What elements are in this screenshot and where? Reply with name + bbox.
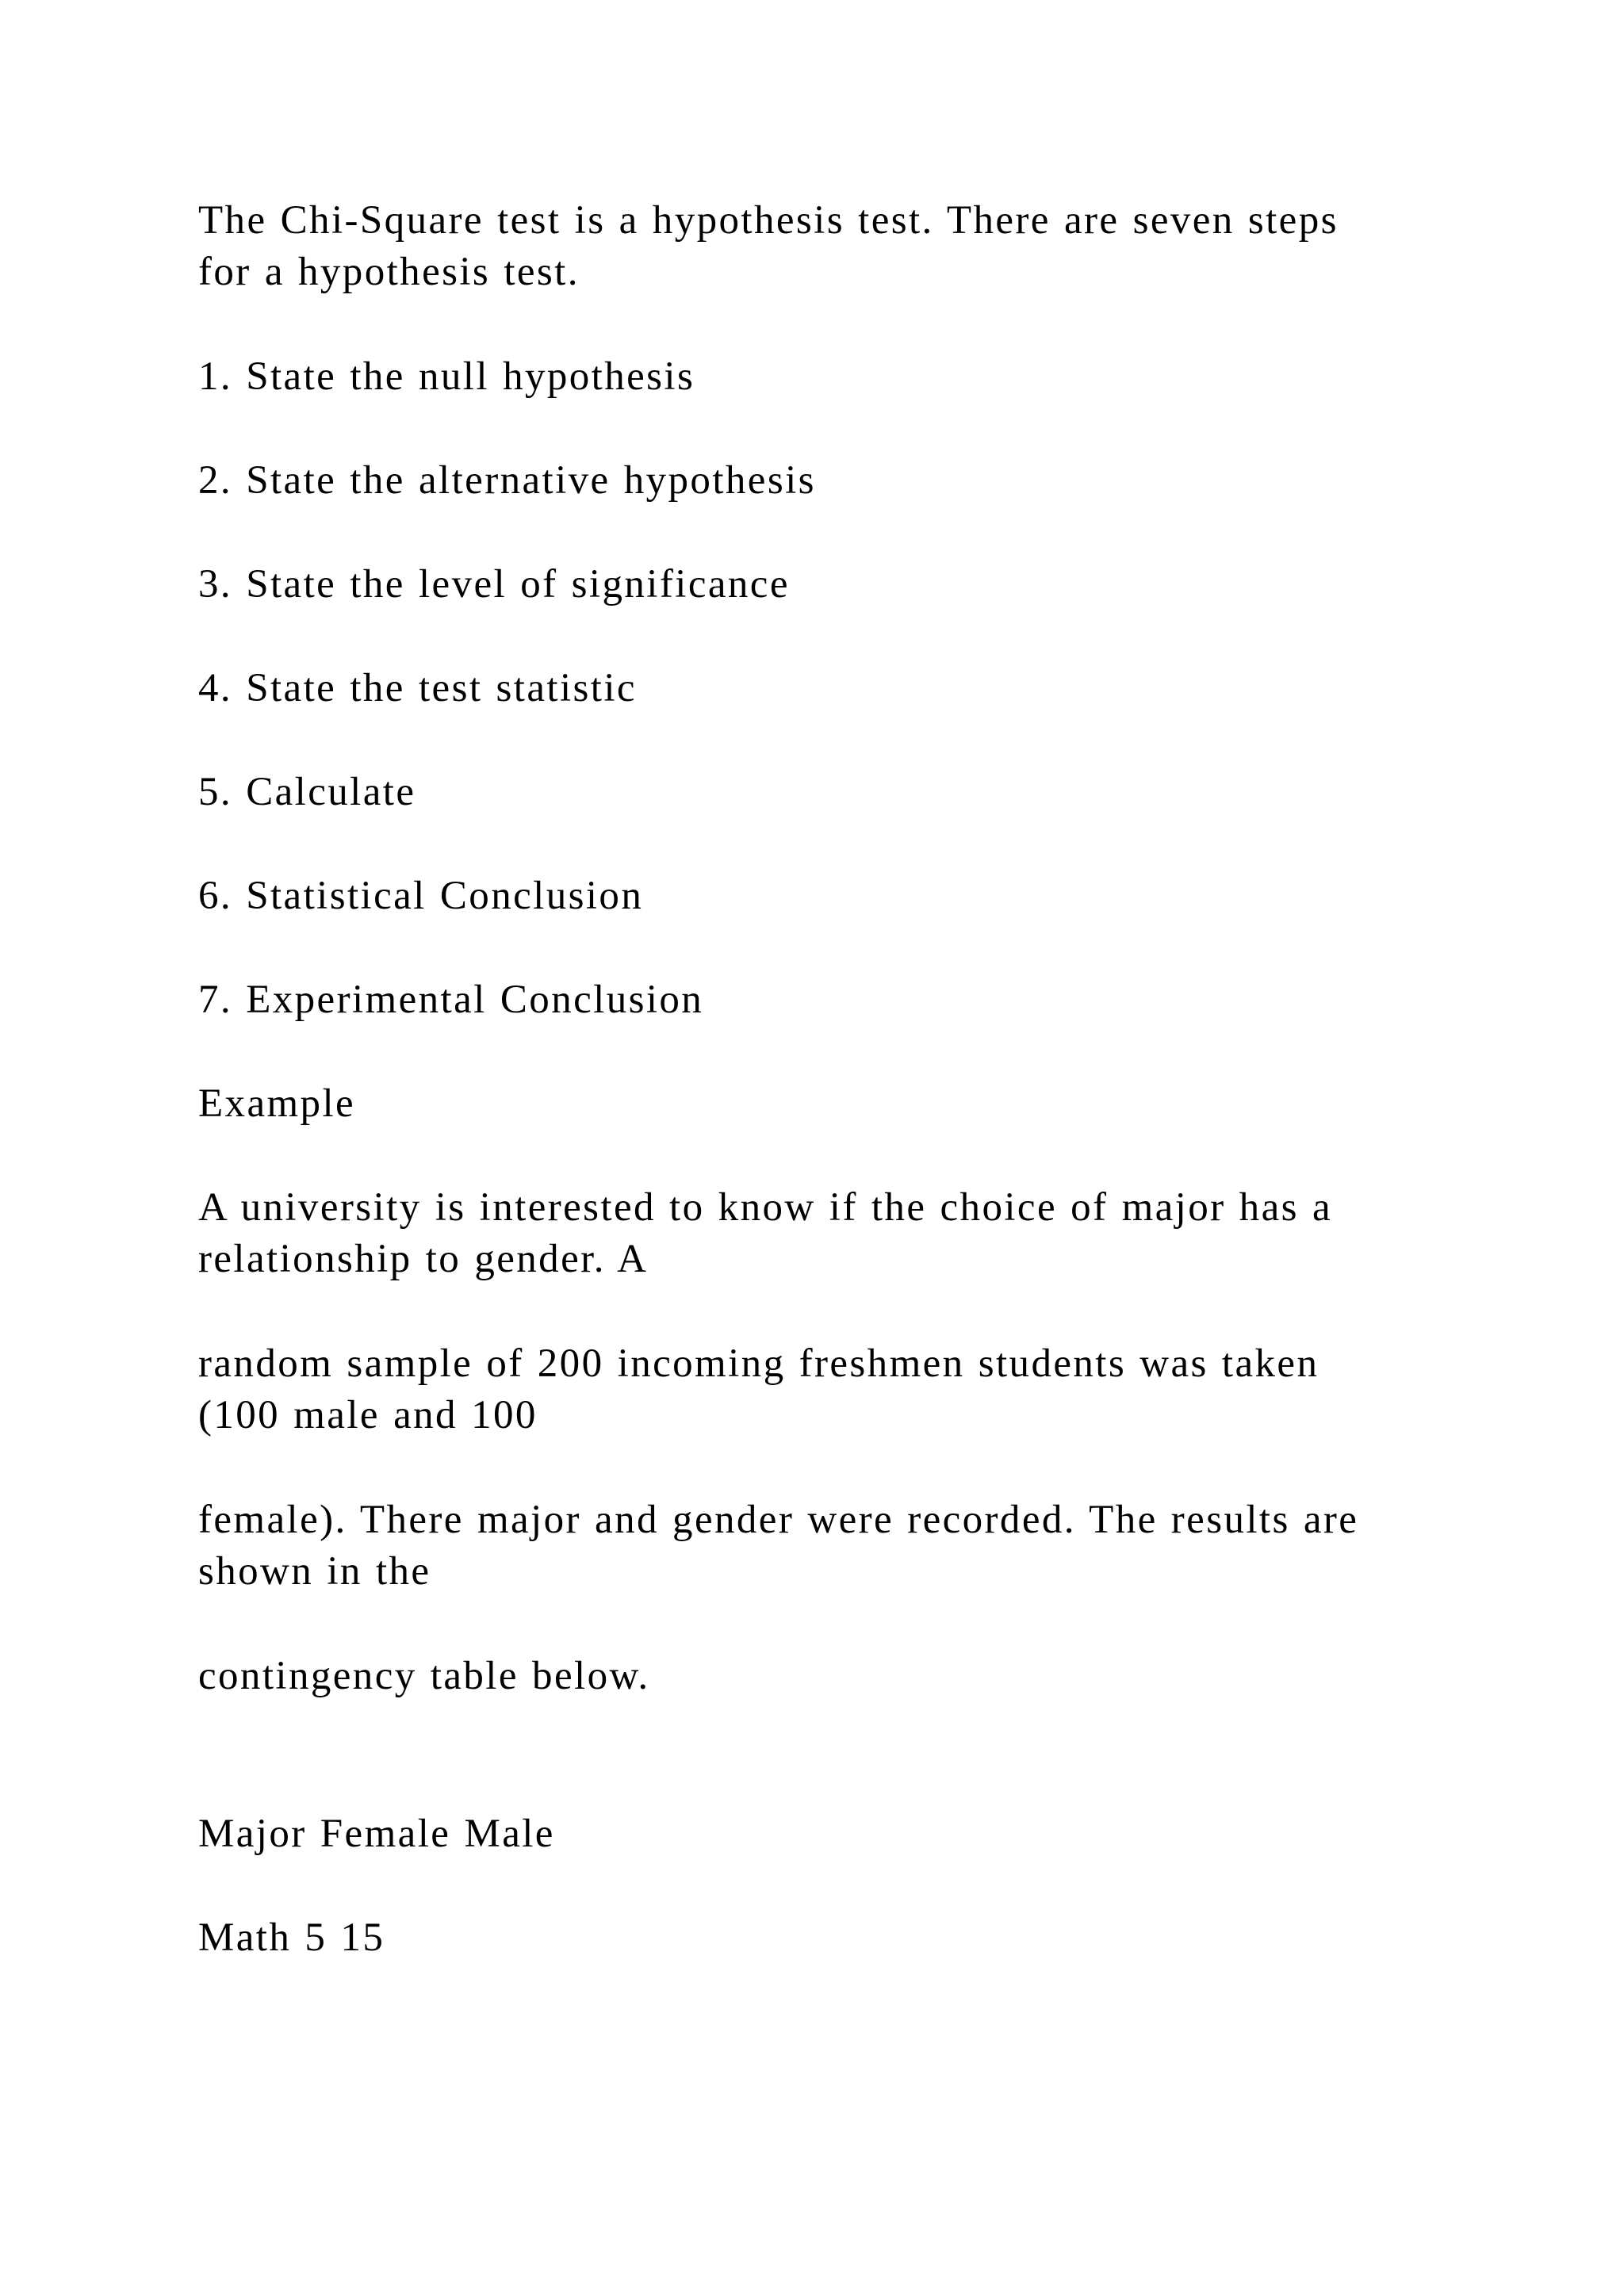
example-paragraph-1: A university is interested to know if the choice of major has a relationship to gender. A [198,1185,1333,1281]
table-row-math: Math 5 15 [198,1915,385,1960]
example-paragraph-4: contingency table below. [198,1654,650,1698]
example-heading: Example [198,1081,356,1126]
step-1: 1. State the null hypothesis [198,354,695,399]
step-4: 4. State the test statistic [198,666,637,710]
step-6: 6. Statistical Conclusion [198,874,644,918]
step-5: 5. Calculate [198,770,416,814]
intro-paragraph: The Chi-Square test is a hypothesis test. There are seven steps for a hypothesis test. [198,198,1339,294]
example-paragraph-3: female). There major and gender were recorded. The results are shown in the [198,1498,1359,1594]
step-2: 2. State the alternative hypothesis [198,458,816,503]
step-3: 3. State the level of significance [198,562,790,607]
table-header-row: Major Female Male [198,1812,555,1856]
example-paragraph-2: random sample of 200 incoming freshmen students was taken (100 male and 100 [198,1341,1320,1437]
step-7: 7. Experimental Conclusion [198,978,704,1022]
